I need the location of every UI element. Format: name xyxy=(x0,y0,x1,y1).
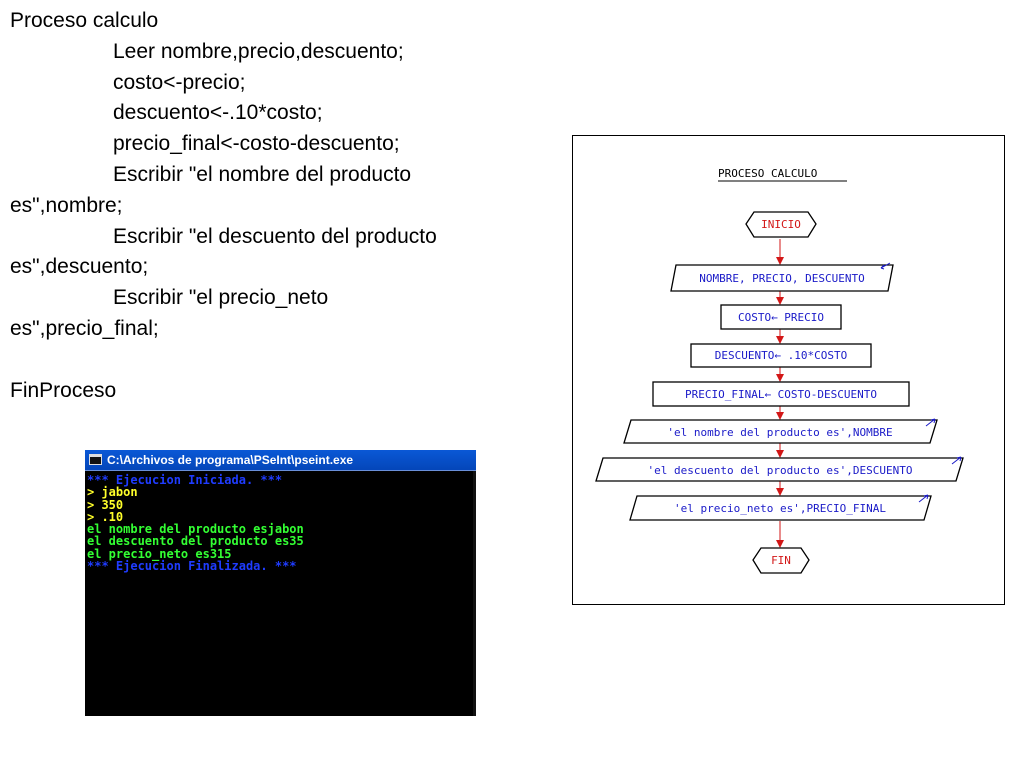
start-label: INICIO xyxy=(761,218,801,231)
console-line: el nombre del producto esjabon xyxy=(87,522,304,537)
flowchart xyxy=(572,135,1005,605)
output-descuento-string: 'el descuento del producto es', xyxy=(647,464,853,477)
code-line: Escribir "el precio_neto xyxy=(113,286,329,310)
console-line: el descuento del producto es35 xyxy=(87,534,304,549)
code-line: es",nombre; xyxy=(10,193,123,217)
flowchart-canvas xyxy=(573,136,1004,604)
console-scrollbar[interactable] xyxy=(473,471,476,716)
assign-costo xyxy=(721,305,841,329)
console-line: *** Ejecucion Finalizada. *** xyxy=(87,559,297,574)
code-line: Proceso calculo xyxy=(10,9,159,32)
output-descuento-var: DESCUENTO xyxy=(852,464,913,477)
blank-line xyxy=(10,345,550,376)
code-line: precio_final<-costo-descuento; xyxy=(113,132,400,156)
end-terminal xyxy=(753,548,809,573)
assign-costo-label: COSTO← PRECIO xyxy=(737,311,825,324)
input-block xyxy=(671,263,893,291)
flowchart-title: PROCESO CALCULO xyxy=(718,167,818,180)
assign-descuento-label: DESCUENTO← .10*COSTO xyxy=(714,349,848,362)
output-descuento-label xyxy=(648,464,913,477)
console-window[interactable] xyxy=(85,450,476,716)
console-line: > 350 xyxy=(87,497,124,512)
console-window-icon[interactable] xyxy=(89,454,102,465)
code-line: FinProceso xyxy=(10,378,117,402)
assign-descuento xyxy=(691,344,871,367)
output-precio-neto-var: PRECIO_FINAL xyxy=(806,502,886,515)
code-line: es",descuento; xyxy=(10,255,149,279)
code-line: descuento<-.10*costo; xyxy=(113,101,323,125)
pseudocode-block xyxy=(10,6,550,406)
output-precio-neto-label xyxy=(674,502,886,515)
output-nombre xyxy=(624,419,937,443)
console-line: > .10 xyxy=(87,509,124,524)
output-nombre-var: NOMBRE xyxy=(852,426,893,439)
output-nombre-label xyxy=(667,426,892,439)
code-line: Escribir "el nombre del producto xyxy=(113,162,412,186)
console-line: > jabon xyxy=(87,485,138,500)
code-line: es",precio_final; xyxy=(10,316,159,340)
output-precio-neto xyxy=(630,495,931,520)
output-descuento xyxy=(596,457,963,481)
console-line: *** Ejecucion Iniciada. *** xyxy=(87,473,283,487)
code-line: Leer nombre,precio,descuento; xyxy=(113,39,404,63)
end-label: FIN xyxy=(771,554,791,567)
start-terminal xyxy=(746,212,816,237)
console-output xyxy=(87,474,304,572)
code-line: Escribir "el descuento del producto xyxy=(113,224,437,248)
code-line: costo<-precio; xyxy=(113,70,246,94)
input-label: NOMBRE, PRECIO, DESCUENTO xyxy=(699,272,865,285)
console-title: C:\Archivos de programa\PSeInt\pseint.exe xyxy=(107,453,354,467)
assign-precio-final xyxy=(653,382,909,406)
console-line: el precio_neto es315 xyxy=(87,546,232,561)
console-titlebar[interactable] xyxy=(85,450,476,471)
output-nombre-string: 'el nombre del producto es', xyxy=(667,426,853,439)
output-precio-neto-string: 'el precio_neto es', xyxy=(674,502,807,515)
assign-precio-final-label: PRECIO_FINAL← COSTO-DESCUENTO xyxy=(684,388,878,401)
